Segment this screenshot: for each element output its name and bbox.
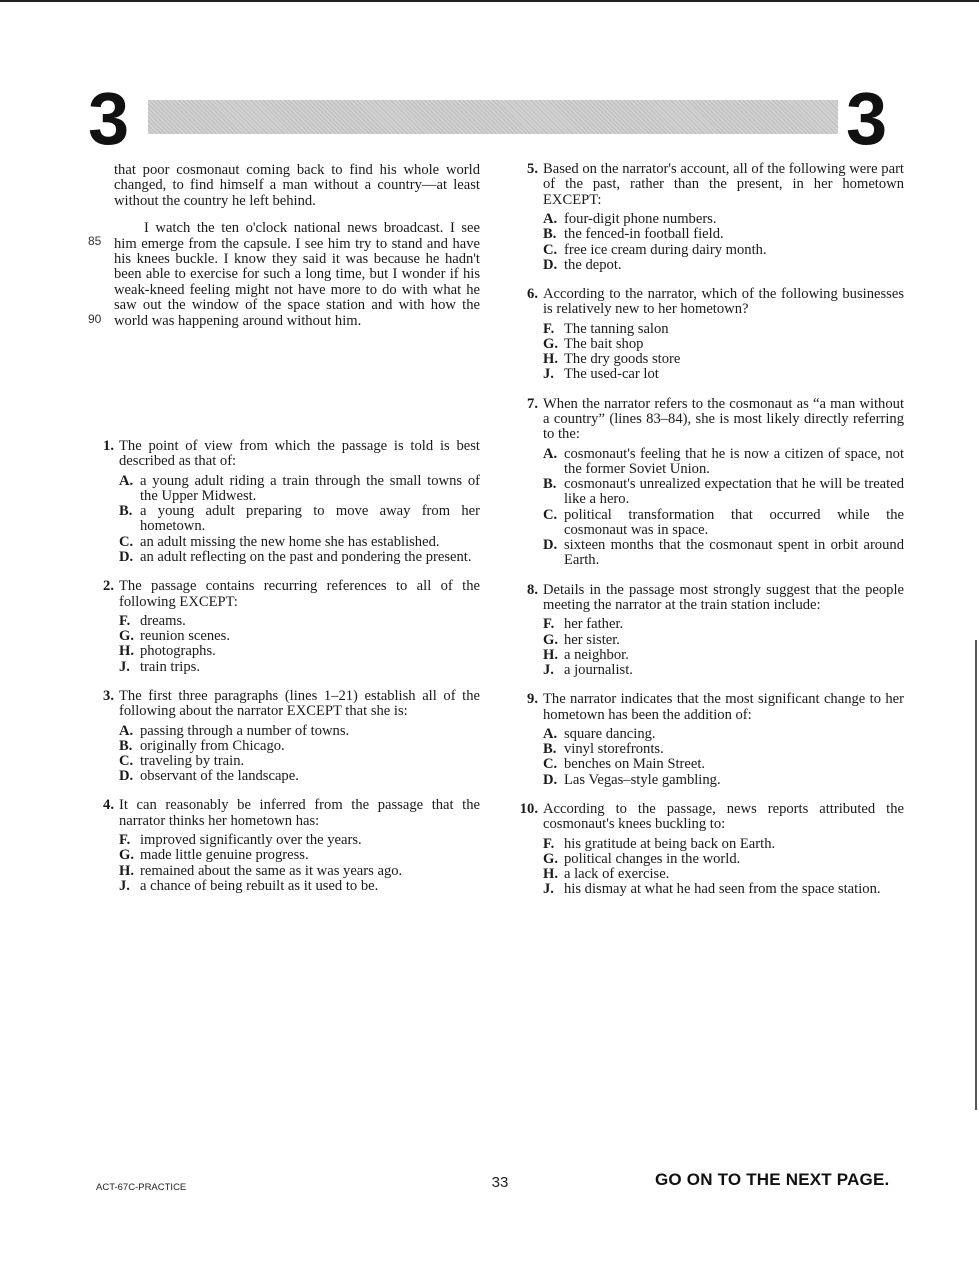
option-text: train trips. [140, 658, 200, 675]
option-text: the fenced-in football field. [564, 226, 724, 243]
option-label: B. [119, 737, 133, 754]
option-text: four-digit phone numbers. [564, 211, 717, 228]
right-edge-rule [975, 640, 977, 1110]
option-text: The bait shop [564, 336, 644, 353]
form-code: ACT-67C-PRACTICE [96, 1182, 187, 1193]
answer-option[interactable] [119, 474, 480, 504]
question-stem: The first three paragraphs (lines 1–21) establish all of the following about the narrator EXCEPT that she is: [119, 687, 480, 720]
answer-option[interactable] [119, 614, 480, 629]
answer-option[interactable] [543, 663, 904, 678]
question-number: 4. [103, 797, 114, 814]
option-label: H. [543, 646, 558, 663]
passage-paragraph: that poor cosmonaut coming back to find his whole world changed, to find himself a man without a country—at least without the country he left behind. [114, 162, 480, 209]
option-text: a journalist. [564, 661, 633, 678]
option-text: a young adult preparing to move away from her hometown. [140, 503, 480, 535]
option-text: square dancing. [564, 725, 656, 742]
question-7 [512, 397, 904, 569]
answer-option[interactable] [543, 447, 904, 477]
question-3 [88, 689, 480, 785]
option-text: a young adult riding a train through the small towns of the Upper Midwest. [140, 472, 480, 505]
option-label: D. [119, 768, 134, 785]
go-on-notice: GO ON TO THE NEXT PAGE. [655, 1170, 890, 1189]
answer-option[interactable] [543, 322, 904, 337]
option-label: G. [119, 847, 134, 864]
answer-option[interactable] [119, 739, 480, 754]
question-number: 9. [527, 691, 538, 708]
option-text: his dismay at what he had seen from the space station. [564, 881, 881, 898]
option-text: her sister. [564, 631, 620, 648]
option-label: A. [119, 472, 134, 489]
option-text: cosmonaut's feeling that he is now a citizen of space, not the former Soviet Union. [564, 445, 904, 478]
option-text: a lack of exercise. [564, 865, 670, 882]
option-text: cosmonaut's unrealized expectation that he will be treated like a hero. [564, 476, 904, 508]
option-text: passing through a number of towns. [140, 722, 350, 739]
option-text: made little genuine progress. [140, 847, 309, 864]
option-text: dreams. [140, 612, 186, 629]
question-number: 7. [527, 395, 538, 412]
right-column [512, 162, 904, 911]
option-label: J. [543, 881, 554, 898]
question-stem: The point of view from which the passage is told is best described as that of: [119, 438, 480, 470]
question-stem: The passage contains recurring references to all of the following EXCEPT: [119, 578, 480, 610]
option-text: the depot. [564, 256, 622, 273]
answer-option[interactable] [543, 837, 904, 852]
question-stem: Details in the passage most strongly suggest that the people meeting the narrator at the train station include: [543, 581, 904, 613]
option-label: A. [543, 725, 558, 742]
page-number: 33 [491, 1174, 509, 1191]
option-label: G. [543, 336, 558, 353]
option-label: A. [543, 211, 558, 228]
answer-option[interactable] [543, 227, 904, 242]
answer-option[interactable] [543, 882, 904, 897]
answer-option[interactable] [119, 769, 480, 784]
answer-option[interactable] [119, 660, 480, 675]
question-number: 10. [519, 800, 538, 817]
question-9 [512, 692, 904, 788]
option-label: H. [543, 351, 558, 368]
answer-option[interactable] [119, 550, 480, 565]
option-label: C. [543, 756, 558, 773]
answer-option[interactable] [543, 538, 904, 568]
answer-option[interactable] [543, 648, 904, 663]
answer-option[interactable] [119, 504, 480, 534]
option-label: B. [543, 741, 557, 758]
option-label: C. [119, 752, 134, 769]
answer-option[interactable] [543, 337, 904, 352]
option-label: C. [119, 533, 134, 550]
option-label: B. [543, 226, 557, 243]
answer-option[interactable] [543, 867, 904, 882]
question-stem: It can reasonably be inferred from the passage that the narrator thinks her hometown has: [119, 797, 480, 829]
option-text: a neighbor. [564, 646, 629, 663]
option-label: D. [543, 771, 558, 788]
answer-option[interactable] [543, 477, 904, 507]
option-text: sixteen months that the cosmonaut spent in orbit around Earth. [564, 537, 904, 569]
option-text: improved significantly over the years. [140, 832, 362, 849]
column-spacer [88, 341, 480, 439]
question-2 [88, 579, 480, 675]
question-1 [88, 439, 480, 565]
question-stem: According to the passage, news reports attributed the cosmonaut's knees buckling to: [543, 800, 904, 833]
option-label: B. [119, 503, 133, 520]
option-text: The used-car lot [564, 366, 659, 383]
answer-option[interactable] [119, 724, 480, 739]
option-text: remained about the same as it was years ago. [140, 862, 403, 879]
option-text: vinyl storefronts. [564, 741, 664, 758]
option-text: political transformation that occurred while the cosmonaut was in space. [564, 506, 904, 538]
question-number: 3. [103, 687, 114, 704]
question-4 [88, 798, 480, 894]
answer-option[interactable] [119, 833, 480, 848]
option-label: F. [543, 835, 555, 852]
answer-option[interactable] [119, 535, 480, 550]
top-rule [0, 0, 979, 2]
answer-option[interactable] [543, 367, 904, 382]
option-text: free ice cream during dairy month. [564, 241, 767, 258]
option-label: F. [119, 832, 131, 849]
left-column [88, 163, 480, 908]
option-label: A. [543, 445, 558, 462]
question-list-left [88, 439, 480, 894]
option-label: J. [543, 661, 554, 678]
option-label: G. [119, 628, 134, 645]
answer-option[interactable] [543, 617, 904, 632]
option-label: F. [543, 320, 555, 337]
question-number: 1. [103, 438, 114, 455]
option-label: J. [119, 658, 130, 675]
option-text: his gratitude at being back on Earth. [564, 835, 776, 852]
option-label: J. [119, 877, 130, 894]
answer-option[interactable] [543, 508, 904, 538]
answer-option[interactable] [543, 773, 904, 788]
option-text: traveling by train. [140, 752, 245, 769]
option-label: H. [119, 643, 134, 660]
option-text: The tanning salon [564, 320, 669, 337]
line-number: 85 [88, 234, 102, 248]
answer-option[interactable] [119, 754, 480, 769]
section-number-right: 3 [846, 77, 888, 160]
answer-option[interactable] [119, 848, 480, 863]
answer-option[interactable] [119, 879, 480, 894]
option-label: D. [119, 548, 134, 565]
question-stem: The narrator indicates that the most significant change to her hometown has been the addition of: [543, 691, 904, 723]
option-text: benches on Main Street. [564, 756, 706, 773]
option-label: G. [543, 631, 558, 648]
question-6 [512, 287, 904, 383]
question-5 [512, 162, 904, 273]
answer-option[interactable] [543, 258, 904, 273]
answer-option[interactable] [543, 633, 904, 648]
passage [88, 163, 480, 329]
option-text: photographs. [140, 643, 216, 660]
question-number: 6. [527, 286, 538, 303]
option-text: originally from Chicago. [140, 737, 285, 754]
answer-option[interactable] [119, 864, 480, 879]
option-label: J. [543, 366, 554, 383]
option-label: H. [119, 862, 134, 879]
question-stem: According to the narrator, which of the following businesses is relatively new to her hometown? [543, 286, 904, 318]
answer-option[interactable] [543, 352, 904, 367]
option-label: D. [543, 256, 558, 273]
option-label: F. [543, 616, 555, 633]
option-text: political changes in the world. [564, 850, 741, 867]
passage-paragraph: I watch the ten o'clock national news broadcast. I see him emerge from the capsule. I see him try to stand and have his knees buckle. I know they said it was because he hadn't been able to exercise for such a long time, but I wonder if his weak-kneed feeling might not have more to do with what he saw out the window of the space station and with how the world was happening around without him. [114, 220, 480, 329]
question-number: 8. [527, 581, 538, 598]
option-label: B. [543, 476, 557, 493]
option-label: F. [119, 612, 131, 629]
option-text: observant of the landscape. [140, 768, 299, 785]
answer-option[interactable] [119, 644, 480, 659]
question-8 [512, 583, 904, 679]
answer-option[interactable] [543, 742, 904, 757]
question-stem: Based on the narrator's account, all of the following were part of the past, rather than the present, in her hometown EXCEPT: [543, 161, 904, 208]
option-text: an adult missing the new home she has established. [140, 533, 440, 550]
option-text: a chance of being rebuilt as it used to be. [140, 877, 379, 894]
option-text: her father. [564, 616, 624, 633]
answer-option[interactable] [119, 629, 480, 644]
answer-option[interactable] [543, 212, 904, 227]
line-number: 90 [88, 312, 102, 326]
answer-option[interactable] [543, 727, 904, 742]
option-label: D. [543, 537, 558, 554]
answer-option[interactable] [543, 852, 904, 867]
option-label: C. [543, 241, 558, 258]
option-text: reunion scenes. [140, 628, 230, 645]
question-list-right [512, 162, 904, 897]
option-text: an adult reflecting on the past and pondering the present. [140, 548, 472, 565]
section-header-band [148, 100, 838, 134]
option-label: H. [543, 865, 558, 882]
question-number: 5. [527, 161, 538, 177]
answer-option[interactable] [543, 243, 904, 258]
option-text: The dry goods store [564, 351, 681, 368]
question-number: 2. [103, 578, 114, 595]
question-stem: When the narrator refers to the cosmonaut as “a man without a country” (lines 83–84), she is most likely directly referring to the: [543, 395, 904, 443]
option-text: Las Vegas–style gambling. [564, 771, 721, 788]
option-label: C. [543, 506, 558, 523]
answer-option[interactable] [543, 757, 904, 772]
option-label: A. [119, 722, 134, 739]
option-label: G. [543, 850, 558, 867]
section-number-left: 3 [88, 77, 130, 160]
question-10 [512, 802, 904, 898]
